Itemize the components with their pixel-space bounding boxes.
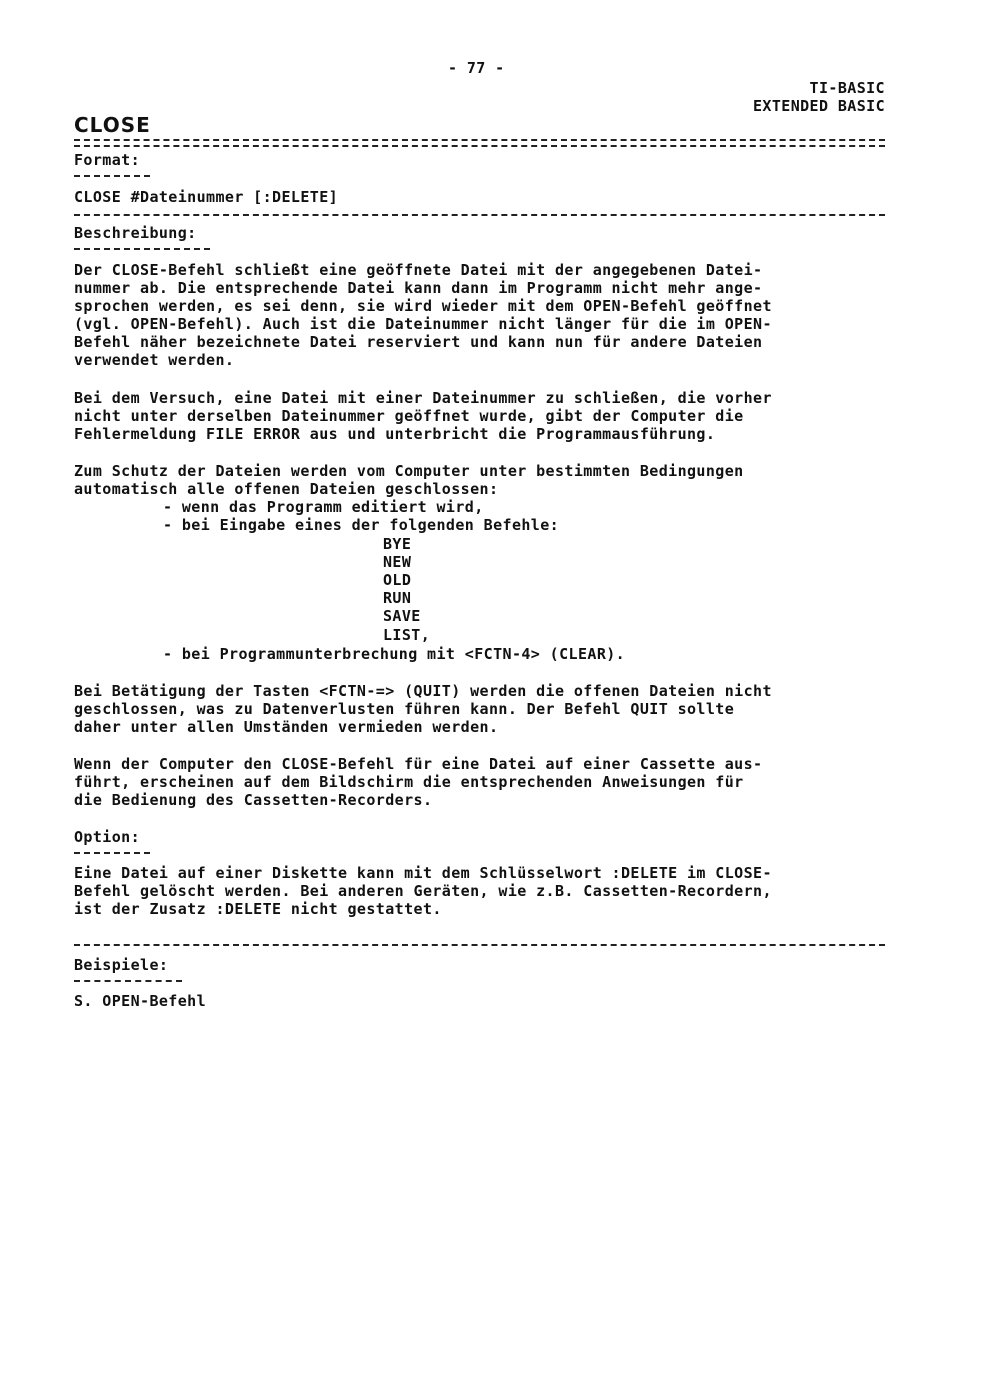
command-item: BYE: [383, 535, 412, 553]
section-title: CLOSE: [74, 113, 151, 137]
description-underline: [74, 248, 210, 250]
option-line: ist der Zusatz :DELETE nicht gestattet.: [74, 900, 442, 918]
paragraph-line: Bei Betätigung der Tasten <FCTN-=> (QUIT) werden die offenen Dateien nicht: [74, 682, 772, 700]
examples-label: Beispiele:: [74, 956, 169, 974]
description-label: Beschreibung:: [74, 224, 197, 242]
option-label: Option:: [74, 828, 141, 846]
paragraph-line: geschlossen, was zu Datenverlusten führen kann. Der Befehl QUIT sollte: [74, 700, 735, 718]
command-item: OLD: [383, 571, 412, 589]
paragraph-line: nicht unter derselben Dateinummer geöffnet wurde, gibt der Computer die: [74, 407, 744, 425]
header-line-2: EXTENDED BASIC: [752, 97, 885, 115]
option-underline: [74, 852, 150, 854]
paragraph-line: automatisch alle offenen Dateien geschlossen:: [74, 480, 499, 498]
paragraph-line: die Bedienung des Cassetten-Recorders.: [74, 791, 433, 809]
paragraph-line: Befehl näher bezeichnete Datei reserviert und kann nun für andere Dateien: [74, 333, 763, 351]
page-number: - 77 -: [448, 59, 505, 77]
paragraph-line: verwendet werden.: [74, 351, 235, 369]
bullet-item: - wenn das Programm editiert wird,: [163, 498, 484, 516]
paragraph-line: Wenn der Computer den CLOSE-Befehl für eine Datei auf einer Cassette aus-: [74, 755, 763, 773]
option-line: Eine Datei auf einer Diskette kann mit dem Schlüsselwort :DELETE im CLOSE-: [74, 864, 772, 882]
section-rule: [74, 944, 885, 946]
paragraph-line: führt, erscheinen auf dem Bildschirm die entsprechenden Anweisungen für: [74, 773, 744, 791]
paragraph-line: Der CLOSE-Befehl schließt eine geöffnete Datei mit der angegebenen Datei-: [74, 261, 763, 279]
command-item: NEW: [383, 553, 412, 571]
examples-text: S. OPEN-Befehl: [74, 992, 207, 1010]
paragraph-line: (vgl. OPEN-Befehl). Auch ist die Dateinummer nicht länger für die im OPEN-: [74, 315, 772, 333]
paragraph-line: Fehlermeldung FILE ERROR aus und unterbricht die Programmausführung.: [74, 425, 716, 443]
section-rule: [74, 214, 885, 216]
paragraph-line: nummer ab. Die entsprechende Datei kann dann im Programm nicht mehr ange-: [74, 279, 763, 297]
paragraph-line: Zum Schutz der Dateien werden vom Computer unter bestimmten Bedingungen: [74, 462, 744, 480]
command-item: LIST,: [383, 626, 431, 644]
format-label: Format:: [74, 151, 141, 169]
bullet-item: - bei Programmunterbrechung mit <FCTN-4> (CLEAR).: [163, 645, 626, 663]
examples-underline: [74, 980, 182, 982]
command-item: SAVE: [383, 607, 421, 625]
paragraph-line: daher unter allen Umständen vermieden werden.: [74, 718, 499, 736]
double-rule: [74, 139, 885, 147]
paragraph-line: sprochen werden, es sei denn, sie wird wieder mit dem OPEN-Befehl geöffnet: [74, 297, 772, 315]
format-syntax: CLOSE #Dateinummer [:DELETE]: [74, 188, 339, 206]
format-underline: [74, 175, 150, 177]
option-line: Befehl gelöscht werden. Bei anderen Geräten, wie z.B. Cassetten-Recordern,: [74, 882, 772, 900]
paragraph-line: Bei dem Versuch, eine Datei mit einer Dateinummer zu schließen, die vorher: [74, 389, 772, 407]
header-line-1: TI-BASIC: [809, 79, 885, 97]
bullet-item: - bei Eingabe eines der folgenden Befehle:: [163, 516, 560, 534]
command-item: RUN: [383, 589, 412, 607]
